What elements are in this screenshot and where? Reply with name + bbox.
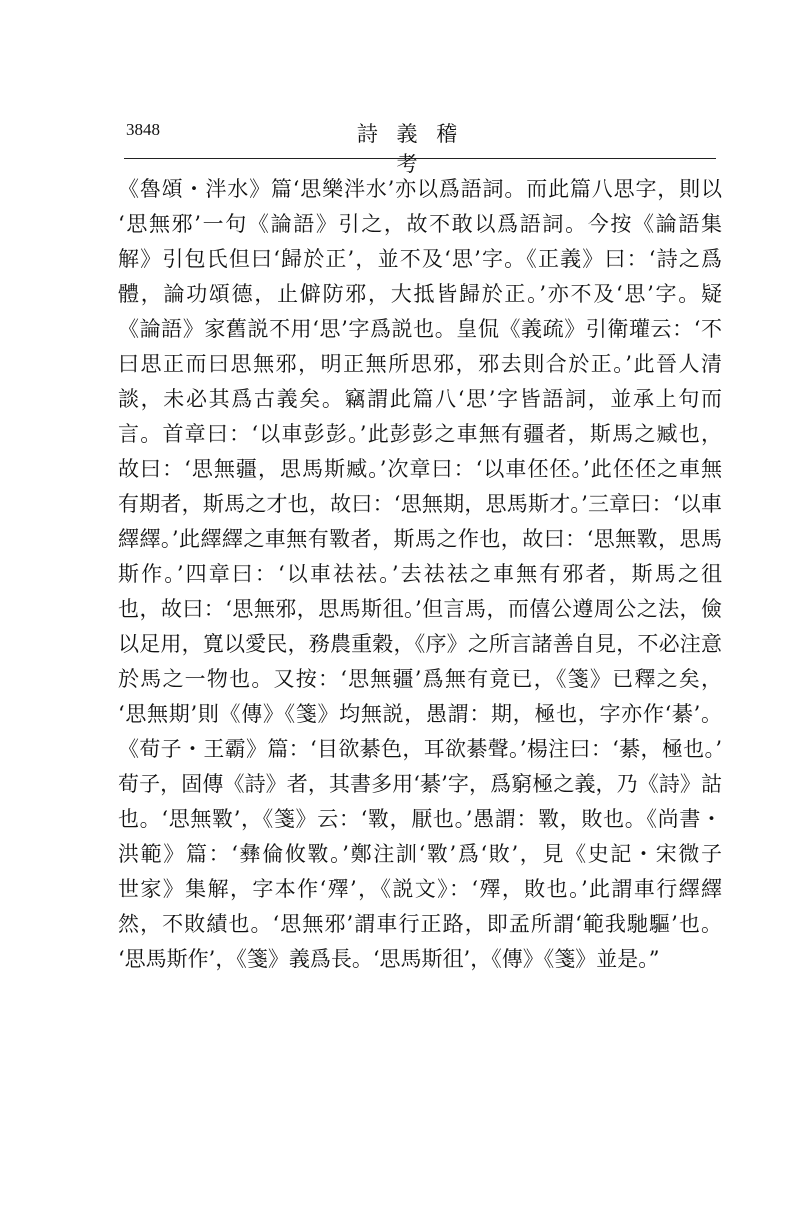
text-line: 也。‘思無斁’，《箋》云：‘斁，厭也。’愚謂：斁，敗也。《尚書・ [118,807,722,831]
text-line: ‘思無期’則《傳》《箋》均無説，愚謂：期，極也，字亦作‘綦’。 [118,702,722,726]
body-text [118,172,722,977]
text-line: ‘思馬斯作’，《箋》義爲長。‘思馬斯徂’，《傳》《箋》並是。” [118,947,660,971]
text-line: 曰思正而曰思無邪，明正無所思邪，邪去則合於正。’此晉人清 [118,352,722,376]
text-line: 世家》集解，字本作‘殬’，《説文》：‘殬，敗也。’此謂車行繹繹 [118,877,722,901]
text-line: 也，故曰：‘思無邪，思馬斯徂。’但言馬，而僖公遵周公之法，儉 [118,597,722,621]
text-line: ‘思無邪’一句《論語》引之，故不敢以爲語詞。今按《論語集 [118,212,722,236]
running-title: 詩 義 稽 考 [356,122,464,176]
text-line: 《魯頌・泮水》篇‘思樂泮水’亦以爲語詞。而此篇八思字，則以 [118,177,722,201]
text-line: 於馬之一物也。又按：‘思無疆’爲無有竟已，《箋》已釋之矣， [118,667,722,691]
text-line: 荀子，固傳《詩》者，其書多用‘綦’字，爲窮極之義，乃《詩》詁 [118,772,722,796]
text-line: 故曰：‘思無疆，思馬斯臧。’次章曰：‘以車伾伾。’此伾伾之車無 [118,457,722,481]
text-line: 解》引包氏但曰‘歸於正’，並不及‘思’字。《正義》曰：‘詩之爲 [118,247,722,271]
text-line: 《論語》家舊説不用‘思’字爲説也。皇侃《義疏》引衛瓘云：‘不 [118,317,722,341]
text-line: 然，不敗績也。‘思無邪’謂車行正路，即孟所謂‘範我馳驅’也。 [118,912,722,936]
text-line: 談，未必其爲古義矣。竊謂此篇八‘思’字皆語詞，並承上句而 [118,387,722,411]
text-line: 洪範》篇：‘彝倫攸斁。’鄭注訓‘斁’爲‘敗’，見《史記・宋微子 [118,842,722,866]
text-line: 體，論功頌德，止僻防邪，大抵皆歸於正。’亦不及‘思’字。疑 [118,282,722,306]
text-line: 以足用，寬以愛民，務農重穀，《序》之所言諸善自見，不必注意 [118,632,722,656]
text-line: 言。首章曰：‘以車彭彭。’此彭彭之車無有疆者，斯馬之臧也， [118,422,722,446]
text-line: 繹繹。’此繹繹之車無有斁者，斯馬之作也，故曰：‘思無斁，思馬 [118,527,722,551]
text-line: 《荀子・王霸》篇：‘目欲綦色，耳欲綦聲。’楊注曰：‘綦，極也。’ [118,737,722,761]
page-number: 3848 [126,120,160,139]
text-line: 斯作。’四章曰：‘以車祛祛。’去祛祛之車無有邪者，斯馬之徂 [118,562,722,586]
text-line: 有期者，斯馬之才也，故曰：‘思無期，思馬斯才。’三章曰：‘以車 [118,492,722,516]
header-rule [124,158,716,159]
